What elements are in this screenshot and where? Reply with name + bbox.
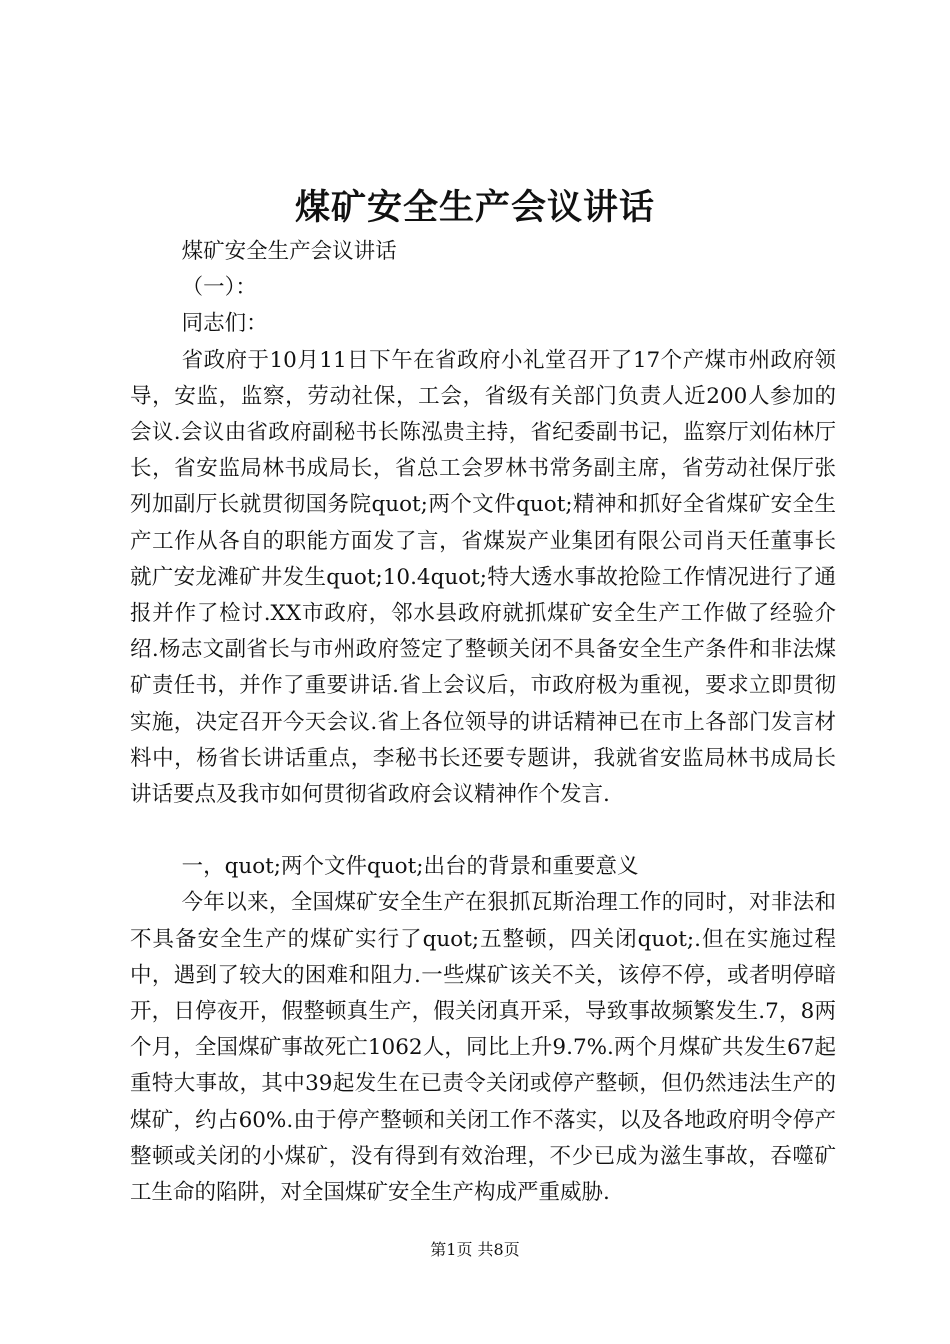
section-number-paragraph: （一）：: [181, 275, 257, 301]
body-paragraph: 今年以来，全国煤矿安全生产在狠抓瓦斯治理工作的同时，对非法和不具备安全生产的煤矿实行了quot;五整顿，四关闭quot;.但在实施过程中，遇到了较大的困难和阻力.一些煤矿该关不关，该停不停，或者明停暗开，日停夜开，假整顿真生产，假关闭真开采，导致事故频繁发生.7，8两个月，全国煤矿事故死亡1062人，同比上升9.7%.两个月煤矿共发生67起重特大事故，其中39起发生在已责令关闭或停产整顿，但仍然违法生产的煤矿，约占60%.由于停产整顿和关闭工作不落实，以及各地政府明令停产整顿或关闭的小煤矿，没有得到有效治理，不少已成为滋生事故，吞噬矿工生命的陷阱，对全国煤矿安全生产构成严重威胁.: [130, 890, 836, 1206]
subtitle-paragraph: 煤矿安全生产会议讲话: [181, 239, 397, 264]
page-footer: 第1页 共8页: [430, 1240, 520, 1259]
salutation-paragraph: 同志们：: [181, 311, 268, 337]
document-body: [130, 234, 836, 1211]
section-heading: 一，quot;两个文件quot;出台的背景和重要意义: [181, 854, 639, 880]
body-paragraph: 省政府于10月11日下午在省政府小礼堂召开了17个产煤市州政府领导，安监，监察，劳动社保，工会，省级有关部门负责人近200人参加的会议.会议由省政府副秘书长陈泓贵主持，省纪委副书记，监察厅刘佑林厅长，省安监局林书成局长，省总工会罗林书常务副主席，省劳动社保厅张列加副厅长就贯彻国务院quot;两个文件quot;精神和抓好全省煤矿安全生产工作从各自的职能方面发了言，省煤炭产业集团有限公司肖天任董事长就广安龙滩矿井发生quot;10.4quot;特大透水事故抢险工作情况进行了通报并作了检讨.XX市政府，邻水县政府就抓煤矿安全生产工作做了经验介绍.杨志文副省长与市州政府签定了整顿关闭不具备安全生产条件和非法煤矿责任书，并作了重要讲话.省上会议后，市政府极为重视，要求立即贯彻实施，决定召开今天会议.省上各位领导的讲话精神已在市上各部门发言材料中，杨省长讲话重点，李秘书长还要专题讲，我就省安监局林书成局长讲话要点及我市如何贯彻省政府会议精神作个发言.: [130, 347, 836, 808]
document-title: 煤矿安全生产会议讲话: [294, 187, 655, 228]
